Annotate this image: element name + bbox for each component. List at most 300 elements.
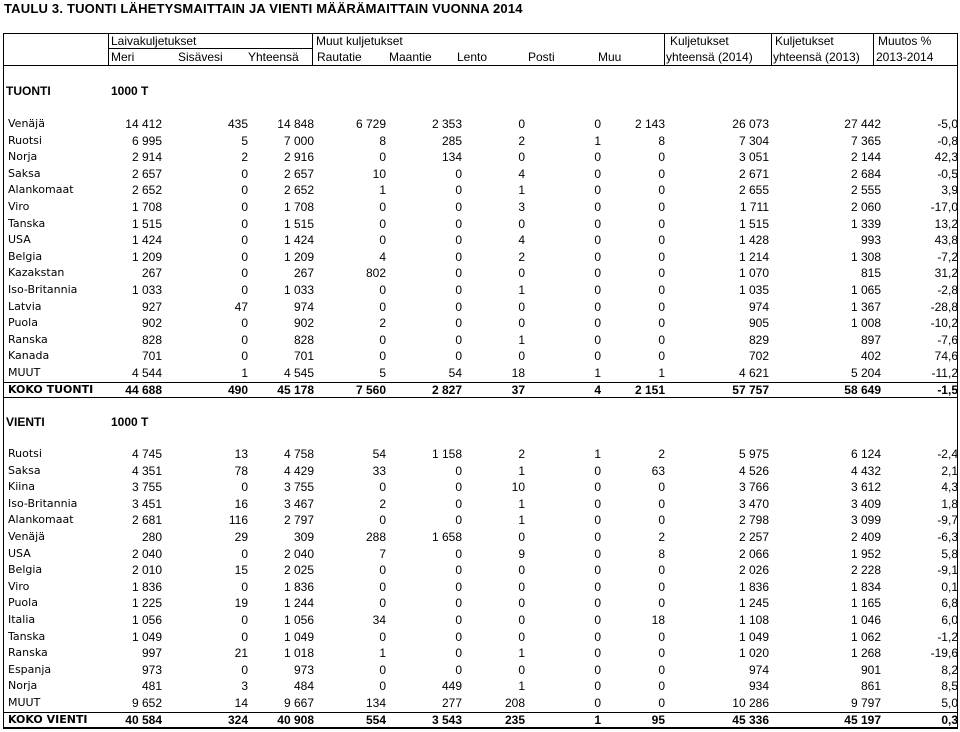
cell-muu: 0 [658,629,665,644]
cell-total2013: 4 432 [850,463,881,478]
cell-yhteensa: 2 652 [283,183,314,198]
cell-sisavesi: 0 [241,332,248,347]
cell-total2013: 1 008 [850,316,881,331]
country-name: Belgia [8,563,43,577]
cell-yhteensa: 40 908 [277,712,314,727]
cell-rautatie: 0 [379,596,386,611]
cell-meri: 2 652 [131,183,162,198]
cell-total2013: 1 268 [850,646,881,661]
table-row [4,365,958,382]
table-row [4,315,958,332]
sea-group-underline [108,48,312,49]
cell-rautatie: 1 [379,646,386,661]
cell-meri: 828 [141,332,162,347]
cell-sisavesi: 0 [241,200,248,214]
country-name: Venäjä [8,117,45,130]
cell-change: 0,1 [941,579,958,594]
cell-meri: 280 [141,530,162,544]
cell-total2014: 2 798 [738,513,769,528]
cell-sisavesi: 0 [241,166,248,181]
cell-rautatie: 2 [379,316,386,331]
cell-yhteensa: 7 000 [283,133,314,148]
cell-total2013: 1 062 [850,629,881,644]
cell-sisavesi: 0 [241,183,248,198]
cell-muu: 0 [658,150,665,165]
cell-meri: 6 995 [131,133,162,148]
cell-sisavesi: 0 [241,249,248,264]
cell-total2014: 4 621 [738,366,769,380]
cell-posti: 0 [594,513,601,528]
cell-lento: 0 [518,299,525,314]
cell-maantie: 0 [455,463,462,478]
cell-rautatie: 0 [379,233,386,248]
cell-rautatie: 554 [365,712,386,727]
table-row [4,133,958,150]
cell-meri: 997 [141,646,162,661]
cell-muu: 18 [651,613,665,627]
cell-total2013: 9 797 [850,696,881,710]
cell-sisavesi: 5 [241,133,248,148]
cell-yhteensa: 1 209 [283,249,314,264]
cell-rautatie: 7 560 [355,382,386,397]
table-row [4,629,958,646]
cell-posti: 0 [594,332,601,347]
cell-yhteensa: 9 667 [283,696,314,710]
cell-maantie: 0 [455,662,462,677]
cell-change: 74,6 [934,349,958,364]
cell-total2014: 2 026 [738,563,769,578]
cell-change: 31,2 [934,266,958,281]
cell-sisavesi: 0 [241,349,248,364]
cell-change: -1,2 [937,629,958,644]
country-name: Belgia [8,249,43,263]
cell-total2014: 829 [748,332,769,347]
cell-total2014: 7 304 [738,133,769,148]
cell-lento: 0 [518,216,525,231]
cell-change: 2,1 [941,463,958,478]
table-row [4,149,958,166]
cell-change: -9,1 [937,563,958,578]
cell-meri: 3 451 [131,496,162,511]
cell-yhteensa: 1 836 [283,579,314,594]
cell-rautatie: 0 [379,513,386,528]
cell-lento: 0 [518,266,525,281]
cell-yhteensa: 3 755 [283,480,314,495]
cell-maantie: 0 [455,596,462,611]
table-row [4,182,958,199]
table-row [4,446,958,463]
cell-change: -0,5 [937,166,958,181]
cell-meri: 701 [141,349,162,364]
country-name: Viro [8,579,30,593]
cell-muu: 0 [658,679,665,694]
cell-meri: 1 225 [131,596,162,611]
cell-meri: 2 040 [131,546,162,561]
cell-lento: 1 [518,283,525,297]
cell-lento: 0 [518,662,525,677]
table-row [4,579,958,596]
cell-total2013: 2 228 [850,563,881,578]
cell-change: 6,8 [941,596,958,611]
cell-total2013: 1 308 [850,249,881,264]
cell-total2014: 702 [748,349,769,364]
cell-muu: 0 [658,200,665,214]
cell-lento: 0 [518,117,525,131]
group-sea-header: Laivakuljetukset [111,34,197,48]
cell-sisavesi: 47 [234,299,248,314]
cell-maantie: 2 353 [431,117,462,131]
cell-sisavesi: 0 [241,546,248,561]
cell-posti: 0 [594,349,601,364]
col-total2014-header-b: yhteensä (2014) [666,50,753,64]
cell-rautatie: 6 729 [355,117,386,131]
country-name: KOKO VIENTI [8,712,88,726]
cell-posti: 0 [594,200,601,214]
cell-muu: 95 [651,712,665,727]
cell-yhteensa: 4 429 [283,463,314,478]
cell-rautatie: 10 [372,166,386,181]
cell-muu: 0 [658,266,665,281]
cell-yhteensa: 1 018 [283,646,314,661]
cell-meri: 14 412 [125,117,162,131]
table-row [4,282,958,299]
col-meri-header: Meri [111,50,135,64]
country-name: Viro [8,200,30,213]
cell-lento: 37 [511,382,525,397]
cell-yhteensa: 902 [293,316,314,331]
cell-sisavesi: 116 [228,513,248,528]
country-name: Saksa [8,463,41,477]
cell-lento: 3 [518,200,525,214]
cell-yhteensa: 267 [293,266,314,281]
cell-lento: 10 [511,480,525,495]
country-name: KOKO TUONTI [8,382,94,396]
cell-lento: 1 [518,513,525,528]
country-name: Ruotsi [8,133,42,147]
cell-total2013: 897 [860,332,881,347]
cell-change: 43,8 [934,233,958,248]
cell-meri: 1 033 [131,283,162,297]
cell-total2013: 7 365 [850,133,881,148]
table-row [4,332,958,349]
cell-meri: 4 351 [131,463,162,478]
cell-muu: 63 [651,463,665,478]
cell-muu: 0 [658,166,665,181]
cell-change: -2,8 [937,283,958,297]
country-name: Kazakstan [8,266,65,280]
cell-change: -7,6 [937,332,958,347]
cell-sisavesi: 0 [241,233,248,248]
country-name: Iso-Britannia [8,496,78,510]
cell-muu: 0 [658,332,665,347]
cell-muu: 0 [658,299,665,314]
header-bottom-border [3,65,958,66]
import-section-label: TUONTI [6,84,51,98]
country-name: Norja [8,679,38,693]
cell-yhteensa: 973 [293,662,314,677]
country-name: Norja [8,150,38,164]
country-name: MUUT [8,366,41,379]
import-unit-label: 1000 T [111,84,149,98]
country-name: Kanada [8,349,50,363]
cell-total2013: 1 952 [850,546,881,561]
cell-change: -11,2 [931,366,958,380]
cell-maantie: 0 [455,299,462,314]
cell-rautatie: 134 [365,696,386,710]
cell-change: 4,3 [941,480,958,495]
cell-muu: 0 [658,563,665,578]
cell-sisavesi: 13 [234,447,248,461]
cell-sisavesi: 0 [241,283,248,297]
cell-total2013: 2 684 [850,166,881,181]
cell-change: -1,5 [937,382,958,397]
cell-total2014: 3 766 [738,480,769,495]
cell-yhteensa: 14 848 [277,117,314,131]
cell-yhteensa: 2 040 [283,546,314,561]
cell-change: -0,8 [937,133,958,148]
col-sisavesi-header: Sisävesi [178,50,223,64]
cell-yhteensa: 2 916 [283,150,314,165]
cell-meri: 1 708 [131,200,162,214]
table-row [4,216,958,233]
cell-rautatie: 4 [379,249,386,264]
cell-total2014: 3 470 [738,496,769,511]
cell-change: 8,5 [941,679,958,694]
cell-maantie: 449 [441,679,462,694]
country-name: Iso-Britannia [8,283,78,296]
cell-posti: 0 [594,266,601,281]
cell-sisavesi: 0 [241,480,248,495]
cell-rautatie: 2 [379,496,386,511]
table-row [4,249,958,266]
col-posti-header: Posti [528,50,555,64]
table-row [4,678,958,695]
col-lento-header: Lento [457,50,488,64]
cell-total2013: 1 367 [850,299,881,314]
cell-total2014: 57 757 [732,382,769,397]
cell-posti: 0 [594,480,601,495]
cell-lento: 2 [518,249,525,264]
cell-meri: 9 652 [131,696,162,710]
table-row [4,595,958,612]
cell-muu: 0 [658,596,665,611]
cell-maantie: 285 [441,133,462,148]
cell-posti: 0 [594,150,601,165]
cell-posti: 0 [594,166,601,181]
header-divider-label [108,33,109,65]
cell-posti: 1 [594,366,601,380]
cell-total2014: 45 336 [732,712,769,727]
cell-posti: 4 [594,382,601,397]
cell-lento: 1 [518,496,525,511]
cell-maantie: 0 [455,233,462,248]
cell-muu: 0 [658,496,665,511]
country-name: Espanja [8,662,52,676]
cell-lento: 1 [518,679,525,694]
cell-rautatie: 0 [379,629,386,644]
cell-muu: 2 143 [634,117,665,131]
cell-lento: 0 [518,316,525,331]
cell-muu: 0 [658,480,665,495]
cell-maantie: 0 [455,266,462,281]
cell-maantie: 0 [455,579,462,594]
cell-muu: 0 [658,216,665,231]
cell-maantie: 0 [455,513,462,528]
cell-posti: 0 [594,463,601,478]
cell-yhteensa: 974 [293,299,314,314]
table-row [4,116,958,133]
cell-total2013: 58 649 [844,382,881,397]
cell-total2014: 2 655 [738,183,769,198]
table-row [4,645,958,662]
cell-change: -10,2 [930,316,958,331]
cell-total2013: 3 409 [850,496,881,511]
cell-total2014: 1 711 [739,200,769,214]
col-total2013-header-a: Kuljetukset [775,34,834,48]
cell-rautatie: 0 [379,299,386,314]
cell-lento: 4 [518,233,525,248]
cell-change: 5,0 [941,696,958,710]
cell-lento: 1 [518,332,525,347]
cell-total2013: 3 612 [850,480,881,495]
country-name: Alankomaat [8,513,74,527]
cell-meri: 1 049 [131,629,162,644]
cell-maantie: 0 [455,216,462,231]
cell-muu: 0 [658,283,665,297]
group-other-header: Muut kuljetukset [316,34,403,48]
cell-muu: 0 [658,696,665,710]
cell-change: 0,3 [941,712,958,727]
country-name: USA [8,233,31,247]
country-name: Saksa [8,166,41,180]
cell-total2013: 815 [860,266,881,281]
cell-total2014: 2 671 [738,166,769,181]
cell-total2014: 974 [748,662,769,677]
header-divider-2013 [771,33,772,65]
cell-yhteensa: 2 025 [283,563,314,578]
cell-posti: 0 [594,117,601,131]
cell-total2013: 3 099 [850,513,881,528]
cell-lento: 0 [518,579,525,594]
cell-lento: 1 [518,646,525,661]
cell-muu: 2 [658,530,665,544]
cell-change: 42,3 [934,150,958,165]
cell-yhteensa: 3 467 [283,496,314,511]
cell-lento: 2 [518,133,525,148]
cell-rautatie: 288 [365,530,386,544]
cell-total2013: 2 060 [850,200,881,214]
cell-total2014: 1 070 [738,266,769,281]
cell-muu: 1 [658,366,665,380]
cell-total2013: 2 144 [850,150,881,165]
cell-maantie: 0 [455,629,462,644]
cell-total2013: 2 409 [850,530,881,544]
cell-meri: 927 [141,299,162,314]
cell-meri: 44 688 [125,382,162,397]
cell-maantie: 277 [441,696,462,710]
cell-posti: 0 [594,316,601,331]
cell-maantie: 1 158 [431,447,462,461]
cell-yhteensa: 309 [293,530,314,544]
cell-maantie: 0 [455,332,462,347]
export-total-row [4,712,958,729]
cell-meri: 1 424 [131,233,162,248]
cell-meri: 973 [141,662,162,677]
country-name: Tanska [8,216,46,230]
cell-muu: 2 151 [634,382,665,397]
cell-yhteensa: 828 [293,332,314,347]
cell-lento: 18 [511,366,525,380]
cell-total2014: 1 020 [738,646,769,661]
cell-total2014: 26 073 [732,117,769,131]
cell-posti: 1 [594,447,601,461]
cell-yhteensa: 1 424 [283,233,314,248]
cell-yhteensa: 701 [293,349,314,364]
cell-change: 8,2 [941,662,958,677]
cell-total2014: 934 [748,679,769,694]
cell-rautatie: 0 [379,283,386,297]
col-yhteensa-header: Yhteensä [248,50,299,64]
cell-rautatie: 5 [379,366,386,380]
cell-sisavesi: 2 [241,150,248,165]
cell-maantie: 0 [455,183,462,198]
table-row [4,348,958,365]
cell-posti: 1 [594,133,601,148]
cell-change: -17,0 [930,200,958,214]
cell-sisavesi: 29 [234,530,248,544]
cell-posti: 0 [594,679,601,694]
cell-sisavesi: 15 [234,563,248,578]
cell-maantie: 134 [441,150,462,165]
cell-posti: 0 [594,299,601,314]
cell-sisavesi: 0 [241,613,248,627]
table-row [4,546,958,563]
cell-lento: 4 [518,166,525,181]
cell-posti: 0 [594,249,601,264]
cell-rautatie: 0 [379,200,386,214]
cell-total2013: 1 165 [850,596,881,611]
cell-lento: 0 [518,349,525,364]
cell-total2013: 6 124 [850,447,881,461]
cell-meri: 3 755 [131,480,162,495]
cell-total2013: 1 065 [850,283,881,297]
cell-lento: 9 [518,546,525,561]
cell-rautatie: 8 [379,133,386,148]
cell-muu: 0 [658,316,665,331]
cell-total2014: 2 066 [738,546,769,561]
cell-maantie: 0 [455,563,462,578]
cell-maantie: 0 [455,316,462,331]
header-divider-2014 [664,33,665,65]
cell-change: -9,7 [937,513,958,528]
cell-maantie: 3 543 [431,712,462,727]
cell-posti: 0 [594,563,601,578]
cell-maantie: 0 [455,646,462,661]
cell-total2014: 1 108 [738,613,769,627]
cell-change: -7,2 [937,249,958,264]
cell-sisavesi: 0 [241,316,248,331]
cell-change: 1,8 [941,496,958,511]
cell-total2013: 1 834 [850,579,881,594]
cell-rautatie: 0 [379,349,386,364]
header-divider-other [312,33,313,65]
cell-lento: 0 [518,596,525,611]
table-row [4,512,958,529]
table-row [4,463,958,480]
cell-total2014: 3 051 [738,150,769,165]
table-title: TAULU 3. TUONTI LÄHETYSMAITTAIN JA VIENTI MÄÄRÄMAITTAIN VUONNA 2014 [4,1,523,16]
cell-meri: 4 544 [131,366,162,380]
